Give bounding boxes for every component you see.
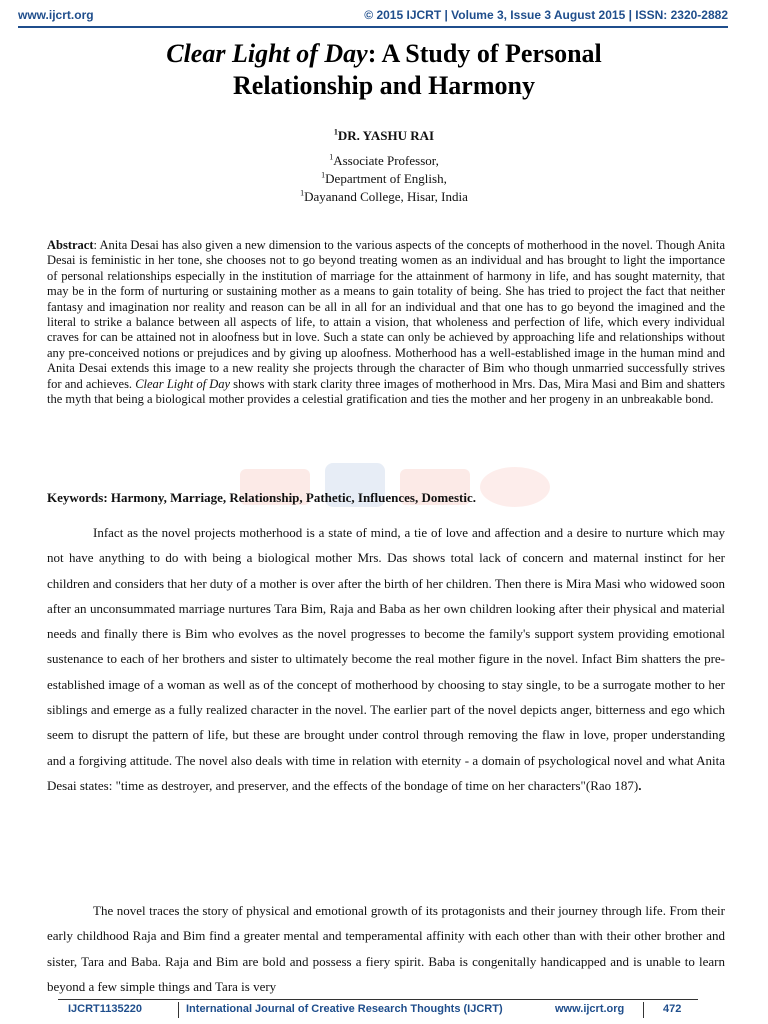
paper-title bbox=[40, 38, 728, 102]
affiliation-line: $^1$Dayanand College, Hisar, India bbox=[300, 188, 468, 204]
paragraph-2-text: The novel traces the story of physical and emotional growth of its protagonists and their journey through life. From their early childhood Raja and Bim find a greater mental and temperamental affinity with each other than with their other brother and sister, Tara and Baba. Raja and Bim are bold and possess a fiery spirit. Baba is congenitally handicapped and is unable to learn beyond a few simple things and Tara is very bbox=[47, 903, 725, 994]
abstract-text-end: shows with stark clarity three images of motherhood in Mrs. Das, Mira Masi and Bim and shatters the myth that being a biological mother provides a celestial gratification and ties the mother and her progeny in an unbreakable bond. bbox=[47, 376, 726, 407]
title-line2: Relationship and Harmony bbox=[233, 71, 535, 100]
affiliation bbox=[0, 152, 768, 206]
footer-separator bbox=[178, 1002, 179, 1018]
abstract-label: Abstract bbox=[47, 238, 94, 252]
abstract-italic: Clear Light of Day bbox=[135, 376, 231, 391]
page-header bbox=[18, 6, 728, 26]
header-site: www.ijcrt.org bbox=[18, 8, 94, 22]
footer-site: www.ijcrt.org bbox=[555, 1003, 625, 1015]
footer-journal: International Journal of Creative Research Thoughts (IJCRT) bbox=[186, 1003, 503, 1015]
body-paragraph bbox=[47, 898, 725, 999]
keywords-text: : Harmony, Marriage, Relationship, Pathetic, Influences, Domestic. bbox=[103, 490, 476, 505]
page-footer bbox=[58, 1002, 698, 1020]
watermark-logo bbox=[230, 455, 560, 515]
author bbox=[0, 128, 768, 144]
title-rest: : A Study of Personal bbox=[367, 39, 602, 68]
footer-divider bbox=[58, 999, 698, 1000]
footer-id: IJCRT1135220 bbox=[68, 1003, 142, 1015]
affiliation-line: $^1$Associate Professor, bbox=[329, 152, 439, 168]
affiliation-line: $^1$Department of English, bbox=[321, 170, 447, 186]
header-divider bbox=[18, 26, 728, 28]
author-name: DR. YASHU RAI bbox=[337, 128, 435, 143]
body-paragraph bbox=[47, 520, 725, 798]
header-info: © 2015 IJCRT | Volume 3, Issue 3 August 2015 | ISSN: 2320-2882 bbox=[364, 8, 728, 22]
paragraph-1-end: . bbox=[638, 777, 642, 793]
footer-separator bbox=[643, 1002, 644, 1018]
paragraph-1-text: Infact as the novel projects motherhood is a state of mind, a tie of love and affection and a desire to nurture which may not have anything to do with being a biological mother Mrs. Das shows total lack of concern and maternal instinct for her children and considers that her duty of a mother is over after the birth of her children. Then there is Mira Masi who widowed soon after an unconsummated marriage nurtures Tara Bim, Raja and Baba as her own children looking after their physical and material needs and finally there is Bim who evolves as the novel progresses to become the family's support system providing emotional sustenance to each of her brothers and sister to ultimately become the real mother figure in the novel. Infact Bim shatters the pre- established image of a woman as well as of the concept of motherhood by choosing to stay single, to be a surrogate mother to her siblings and emerge as a fully realized character in the novel. The earlier part of the novel depicts anger, bitterness and ego which seem to disrupt the pattern of life, but these are brought under control through removing the flaw in love, proper understanding and a forgiving attitude. The novel also deals with time in relation with eternity - a domain of psychological novel and what Anita Desai states: "time as destroyer, and preserver, and the effects of the bondage of time on her characters"(Rao 187) bbox=[47, 525, 725, 793]
abstract bbox=[47, 238, 725, 407]
keywords bbox=[47, 490, 727, 506]
page-number: 472 bbox=[663, 1003, 682, 1015]
author-sup: 1 bbox=[333, 127, 338, 137]
abstract-text: : Anita Desai has also given a new dimension to the various aspects of the concepts of motherhood in the novel. Though Anita Desai is feministic in her tone, she chooses not to go beyond treating women as an individual and has brought to light the importance of personal relationships especially in the institution of marriage for the attainment of harmony in life, and has sought maternity, that may be in the form of nurturing or sustaining mother as a means to gain totality of being. She has tried to project the fact that neither fantasy and imagination nor reality and reason can be all in all for an individual and that one has to go beyond the imagined and the literal to strike a balance between all aspects of life, to attain a vision, that wholeness and perfection of life, which every individual craves for can be attained not in aloofness but in love. Such a state can only be achieved by approaching life and relationships without any pre-conceived notions or prejudices and by giving up aloofness. Motherhood has a well-established image in the human mind and Anita Desai extends this image to a new reality she projects through the character of Bim who though unmarried successfully strives for and achieves. bbox=[47, 238, 725, 391]
keywords-label: Keywords bbox=[47, 490, 104, 505]
title-italic: Clear Light of Day bbox=[166, 39, 368, 68]
